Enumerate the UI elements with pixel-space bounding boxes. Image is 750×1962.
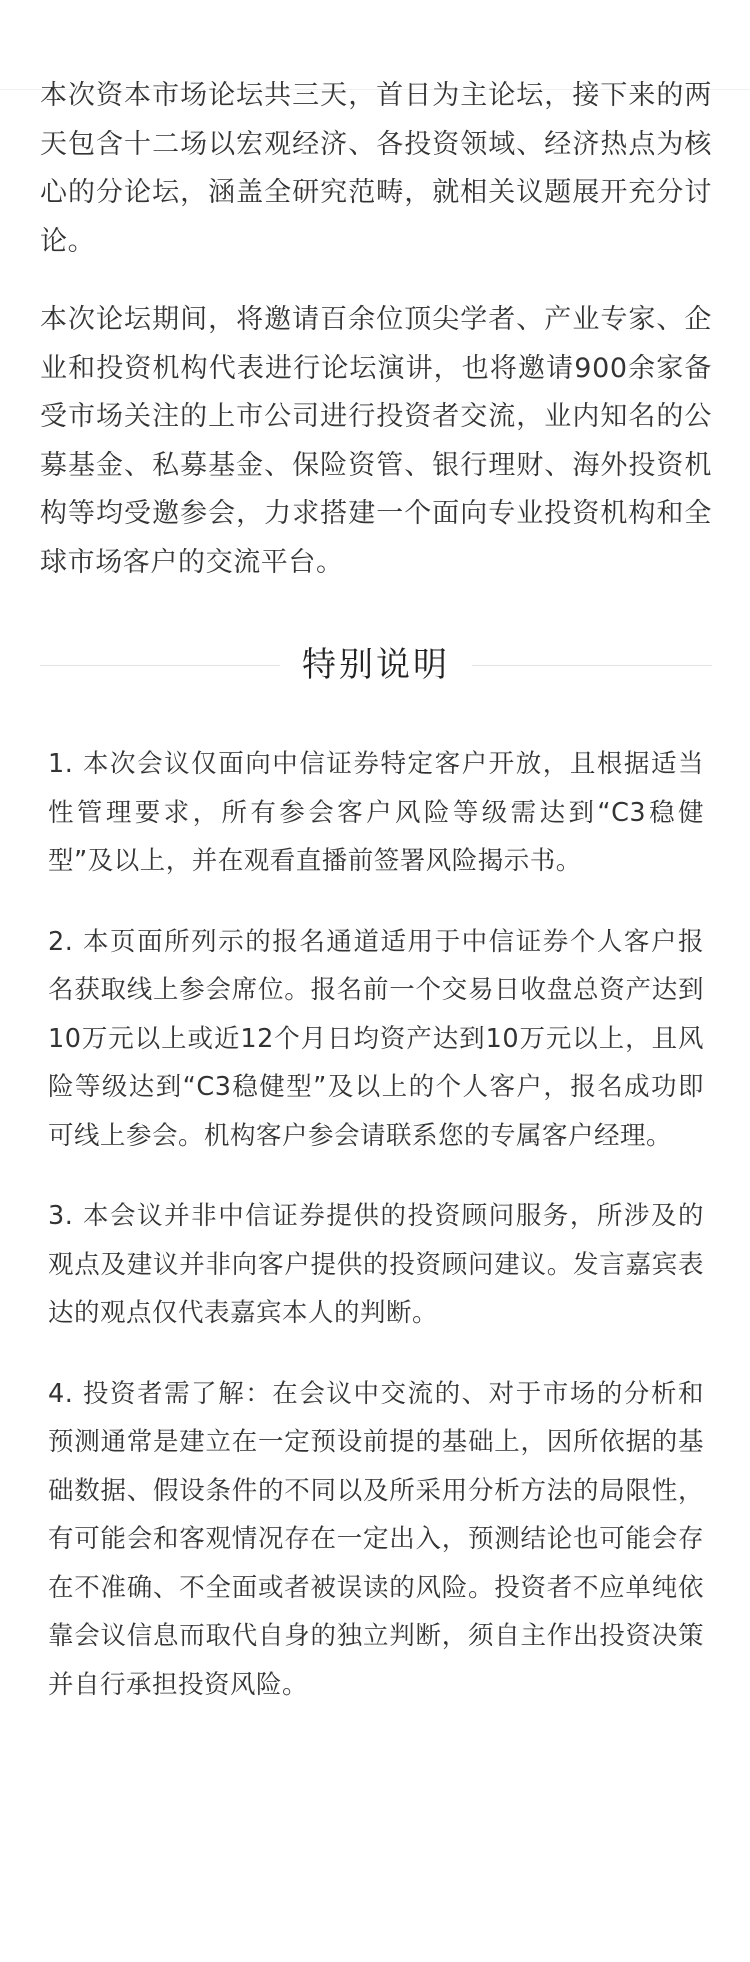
intro-paragraph: 本次论坛期间，将邀请百余位顶尖学者、产业专家、企业和投资机构代表进行论坛演讲，也将邀请900余家备受市场关注的上市公司进行投资者交流，业内知名的公募基金、私募基金、保险资管、银行理财、海外投资机构等均受邀参会，力求搭建一个面向专业投资机构和全球市场客户的交流平台。 [40, 304, 712, 578]
special-notes-list [48, 740, 704, 1741]
intro-section [40, 72, 712, 617]
header-divider-right [472, 665, 712, 666]
special-notes-title: 特别说明 [302, 645, 450, 685]
header-divider-left [40, 665, 280, 666]
special-note-item: 1. 本次会议仅面向中信证券特定客户开放，且根据适当性管理要求，所有参会客户风险等级需达到“C3稳健型”及以上，并在观看直播前签署风险揭示书。 [48, 749, 704, 876]
special-note-item: 3. 本会议并非中信证券提供的投资顾问服务，所涉及的观点及建议并非向客户提供的投资顾问建议。发言嘉宾表达的观点仅代表嘉宾本人的判断。 [48, 1201, 704, 1328]
special-note-item: 2. 本页面所列示的报名通道适用于中信证券个人客户报名获取线上参会席位。报名前一个交易日收盘总资产达到10万元以上或近12个月日均资产达到10万元以上，且风险等级达到“C3稳健型”及以上的个人客户，报名成功即可线上参会。机构客户参会请联系您的专属客户经理。 [48, 926, 704, 1151]
special-note-item: 4. 投资者需了解：在会议中交流的、对于市场的分析和预测通常是建立在一定预设前提的基础上，因所依据的基础数据、假设条件的不同以及所采用分析方法的局限性，有可能会和客观情况存在一定出入，预测结论也可能会存在不准确、不全面或者被误读的风险。投资者不应单纯依靠会议信息而取代自身的独立判断，须自主作出投资决策并自行承担投资风险。 [48, 1378, 704, 1700]
intro-paragraph: 本次资本市场论坛共三天，首日为主论坛，接下来的两天包含十二场以宏观经济、各投资领域、经济热点为核心的分论坛，涵盖全研究范畴，就相关议题展开充分讨论。 [40, 80, 712, 257]
special-notes-header [40, 640, 712, 690]
